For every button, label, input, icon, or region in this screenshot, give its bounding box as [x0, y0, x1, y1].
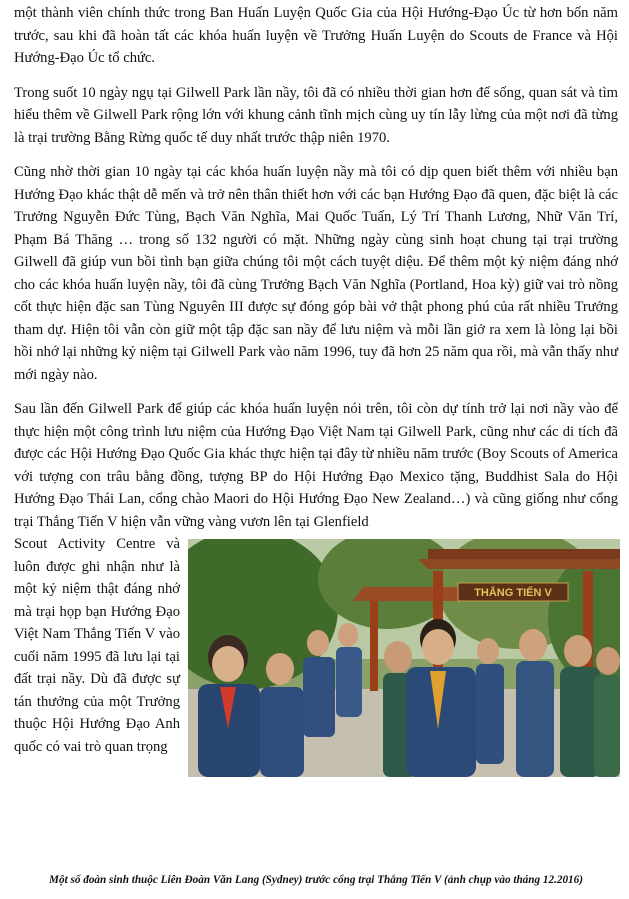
- group-photo: [188, 539, 620, 777]
- photo-caption: Một số đoàn sinh thuộc Liên Đoàn Văn Lang (Sydney) trước cổng trại Thắng Tiến V (ảnh chụp vào tháng 12.2016): [49, 874, 583, 886]
- gate-sign: THẮNG TIẾN V: [474, 587, 552, 599]
- paragraph-1: một thành viên chính thức trong Ban Huấn Luyện Quốc Gia của Hội Hướng-Đạo Úc từ hơn bốn năm trước, sau khi đã hoàn tất các khóa huấn luyện về Trưởng Huấn Luyện do Scouts de France và Hội Hướng-Đạo Úc tổ chức.: [14, 5, 618, 66]
- paragraph-3: Cũng nhờ thời gian 10 ngày tại các khóa huấn luyện nầy mà tôi có dịp quen biết thêm với nhiều bạn Hướng Đạo khác thật dễ mến và trở nên thân thiết hơn với các bạn Hướng Đạo đã quen, đặc biệt là các Trưởng Nguyễn Đức Tùng, Bạch Văn Nghĩa, Mai Quốc Tuấn, Lý Trí Thanh Lương, Nhữ Văn Trí, Phạm Bá Thăng … trong số 132 người có mặt. Những ngày cùng sinh hoạt chung tại trại trường Gilwell đã giúp vun bồi tình bạn giữa chúng tôi một cách tuyệt diệu. Để thêm một kỷ niệm đáng nhớ cho các khóa huấn luyện nầy, tôi đã cùng Trưởng Bạch Văn Nghĩa (Portland, Hoa kỳ) giữ vai trò nồng cốt thực hiện đặc san Tùng Nguyên III được sự đóng góp bài vở thật phong phú của rất nhiều Trưởng tham dự. Hiện tôi vẫn còn giữ một tập đặc san nầy để lưu niệm và mỗi lần giở ra xem là lòng lại bồi hồi nhớ lại những kỷ niệm tại Gilwell Park vào năm 1996, tuy đã hơn 25 năm qua rồi, mà vẫn thấy như mới ngày nào.: [14, 164, 618, 383]
- wrapped-text-column: Scout Activity Centre và luôn được ghi nhận như là một kỷ niệm thật đáng nhớ mà trại họp bạn Hướng Đạo Việt Nam Thắng Tiến V vào cuối năm 1995 đã lưu lại tại đất trại nầy. Dù đã được sự tán thưởng của một Trưởng thuộc Hội Hướng Đạo Anh quốc có vai trò quan trọng: [14, 536, 180, 755]
- paragraph-4: Sau lần đến Gilwell Park để giúp các khóa huấn luyện nói trên, tôi còn dự tính trở lại nơi nầy vào để thực hiện một công trình lưu niệm của Hướng Đạo Việt Nam tại Gilwell Park, cũng như các di tích đã được các Hội Hướng Đạo Quốc Gia khác thực hiện tại đây từ nhiều năm trước (Boy Scouts of America với tượng con trâu bằng đồng, tượng BP do Hội Hướng Đạo Mexico tặng, Buddhist Sala do Hội Hướng Đạo Thái Lan, cổng chào Maori do Hội Hướng Đạo New Zealand…) và cũng giống như cổng trại Thắng Tiến V hiện vẫn vững vàng vươn lên tại Glenfield: [14, 401, 618, 530]
- text-and-photo-block: [14, 533, 618, 779]
- article-body: [14, 2, 618, 779]
- photo-illustration: [188, 539, 620, 777]
- paragraph-2: Trong suốt 10 ngày ngụ tại Gilwell Park lần nầy, tôi đã có nhiều thời gian hơn để sống, quan sát và tìm hiểu thêm về Gilwell Park rộng lớn với khung cảnh tĩnh mịch cùng uy tín lẫy lừng của một nơi đã từng là trại trường Bằng Rừng quốc tế duy nhất trước thập niên 1970.: [14, 84, 618, 146]
